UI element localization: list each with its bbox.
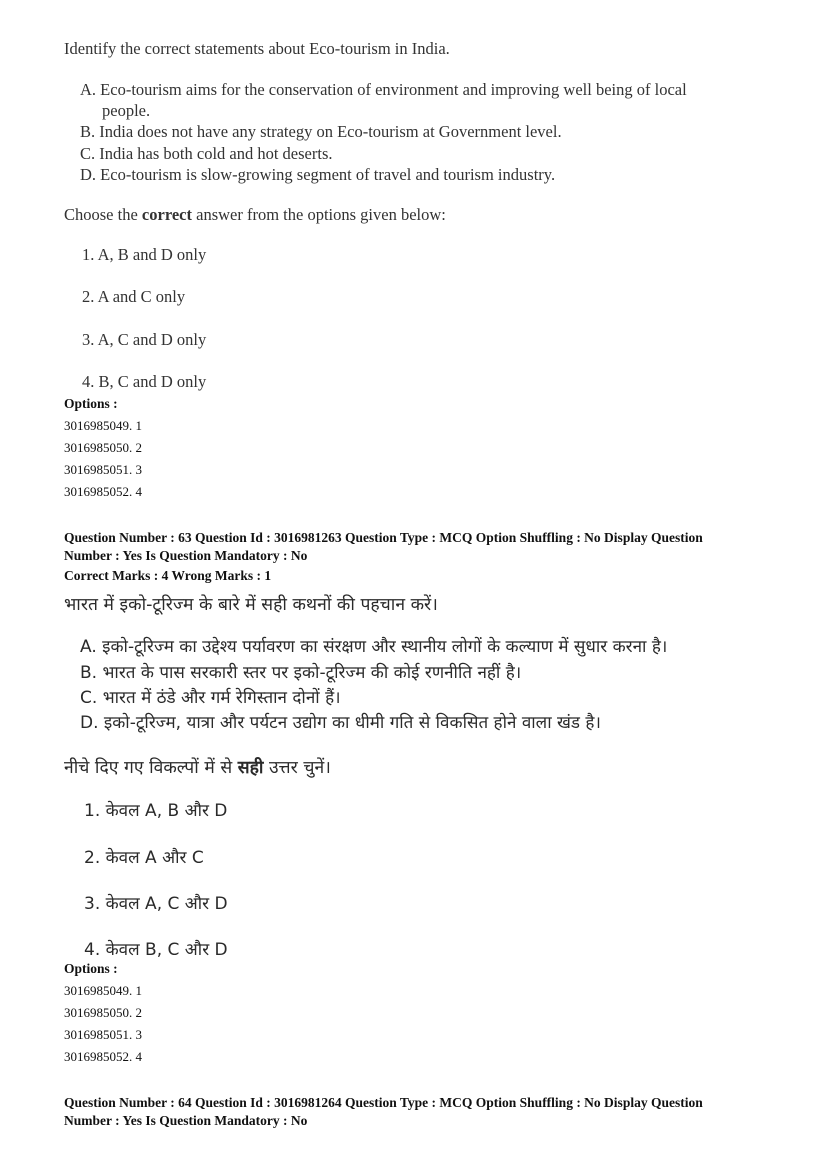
statement-text: भारत के पास सरकारी स्तर पर इको-टूरिज्म की कोई रणनीति नहीं है।: [102, 663, 522, 683]
emphasis-word: correct: [141, 205, 192, 224]
option-id: 3016985049. 1: [64, 418, 142, 433]
statement-c-hindi: [80, 685, 341, 708]
statement-text: इको-टूरिज्म का उद्देश्य पर्यावरण का संरक्षण और स्थानीय लोगों के कल्याण में सुधार करना है।: [102, 637, 668, 657]
statement-letter: D.: [80, 713, 99, 733]
choose-instruction-hindi: नीचे दिए गए विकल्पों में से सही उत्तर चुनें।: [64, 758, 331, 778]
answer-choice-1: 1. A, B and D only: [82, 245, 207, 264]
statement-letter: C.: [80, 688, 98, 708]
statement-a-continued: people.: [102, 101, 151, 120]
statement-d: [80, 165, 555, 185]
option-id: 3016985050. 2: [64, 440, 142, 455]
question-meta: Question Number : 64 Question Id : 3016981264 Question Type : MCQ Option Shuffling : No Display Question: [64, 1095, 703, 1110]
answer-choice-3: 3. A, C and D only: [82, 330, 207, 349]
answer-choice-4: 4. B, C and D only: [82, 372, 207, 391]
emphasis-word: सही: [237, 758, 264, 778]
marks-info: Correct Marks : 4 Wrong Marks : 1: [64, 568, 272, 583]
statement-text: इको-टूरिज्म, यात्रा और पर्यटन उद्योग का धीमी गति से विकसित होने वाला खंड है।: [103, 713, 601, 733]
statement-letter: B.: [80, 663, 98, 683]
statement-letter: B.: [80, 122, 96, 141]
statement-text: India does not have any strategy on Eco-tourism at Government level.: [99, 122, 562, 141]
statement-text: भारत में ठंडे और गर्म रेगिस्तान दोनों हैं।: [102, 688, 341, 708]
statement-d-hindi: [80, 710, 601, 733]
question-text: Identify the correct statements about Eco-tourism in India.: [64, 39, 450, 58]
statement-letter: C.: [80, 144, 96, 163]
statement-b: [80, 122, 562, 142]
statement-a-hindi: [80, 634, 667, 657]
question-meta: Question Number : 63 Question Id : 3016981263 Question Type : MCQ Option Shuffling : No Display Question: [64, 530, 703, 545]
statement-c: [80, 144, 333, 164]
question-meta-continued: Number : Yes Is Question Mandatory : No: [64, 548, 308, 563]
statement-a: [80, 80, 687, 100]
option-id: 3016985051. 3: [64, 1027, 142, 1042]
options-label: Options :: [64, 396, 118, 411]
answer-choice-2: 2. A and C only: [82, 287, 186, 306]
answer-choice-4-hindi: 4. केवल B, C और D: [84, 940, 228, 960]
question-meta-continued: Number : Yes Is Question Mandatory : No: [64, 1113, 308, 1128]
answer-choice-1-hindi: 1. केवल A, B और D: [84, 801, 228, 821]
statement-letter: A.: [80, 637, 97, 657]
statement-letter: A.: [80, 80, 97, 99]
options-label: Options :: [64, 961, 118, 976]
option-id: 3016985049. 1: [64, 983, 142, 998]
question-text-hindi: भारत में इको-टूरिज्म के बारे में सही कथनों की पहचान करें।: [64, 595, 438, 615]
option-id: 3016985052. 4: [64, 484, 142, 499]
statement-text: India has both cold and hot deserts.: [99, 144, 333, 163]
option-id: 3016985050. 2: [64, 1005, 142, 1020]
statement-text: Eco-tourism aims for the conservation of environment and improving well being of local: [100, 80, 687, 99]
choose-instruction: Choose the correct answer from the options given below:: [64, 205, 446, 224]
option-id: 3016985052. 4: [64, 1049, 142, 1064]
answer-choice-2-hindi: 2. केवल A और C: [84, 848, 204, 868]
statement-text: Eco-tourism is slow-growing segment of travel and tourism industry.: [100, 165, 556, 184]
option-id: 3016985051. 3: [64, 462, 142, 477]
statement-letter: D.: [80, 165, 97, 184]
statement-b-hindi: [80, 660, 521, 683]
answer-choice-3-hindi: 3. केवल A, C और D: [84, 894, 228, 914]
